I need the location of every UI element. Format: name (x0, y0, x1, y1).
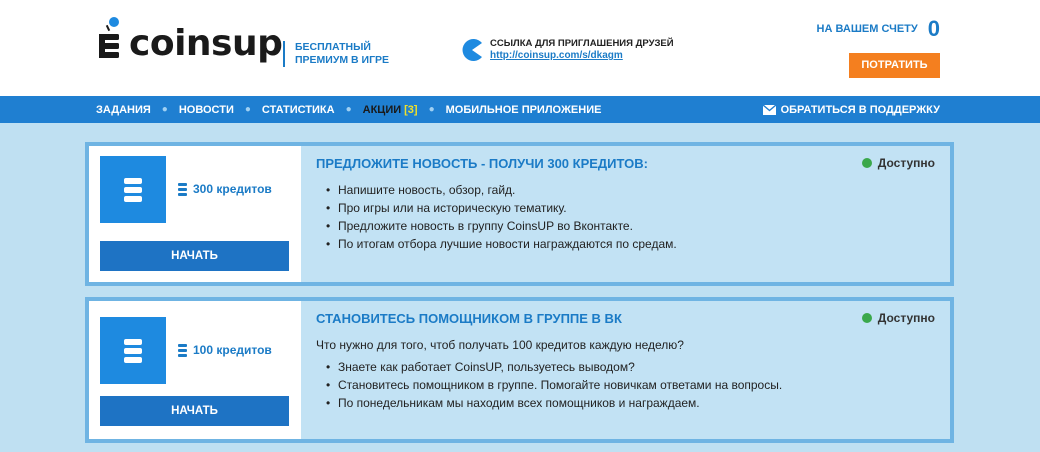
status-label: Доступно (877, 156, 935, 170)
spend-button[interactable]: ПОТРАТИТЬ (849, 53, 940, 78)
task-title: ПРЕДЛОЖИТЕ НОВОСТЬ - ПОЛУЧИ 300 КРЕДИТОВ: (316, 156, 648, 171)
promos-badge: [3] (404, 103, 418, 116)
coin-person-icon (93, 16, 127, 66)
coins-tile (100, 156, 166, 223)
start-button[interactable]: НАЧАТЬ (100, 241, 289, 271)
account-label: НА ВАШЕМ СЧЕТУ (816, 23, 918, 35)
support-link[interactable] (763, 96, 940, 123)
task-bullets (316, 181, 934, 253)
start-button[interactable]: НАЧАТЬ (100, 396, 289, 426)
nav-separator: ● (345, 104, 352, 115)
credits-label: 100 кредитов (193, 343, 272, 357)
task-intro: Что нужно для того, чтоб получать 100 кредитов каждую неделю? (316, 338, 684, 352)
list-item: • Предложите новость в группу CoinsUP во Вконтакте. (338, 217, 934, 235)
list-item: • Напишите новость, обзор, гайд. (338, 181, 934, 199)
coin-stack-icon (178, 183, 187, 196)
list-item: • По итогам отбора лучшие новости награждаются по средам. (338, 235, 934, 253)
account-value: 0 (927, 16, 940, 41)
list-item: • По понедельникам мы находим всех помощников и награждаем. (338, 394, 934, 412)
task-card-body (301, 301, 950, 439)
nav-separator: ● (428, 104, 435, 115)
credits-amount (178, 182, 272, 196)
credits-label: 300 кредитов (193, 182, 272, 196)
nav-item-mobile-app[interactable]: МОБИЛЬНОЕ ПРИЛОЖЕНИЕ (445, 103, 602, 116)
header (0, 0, 1040, 96)
task-title: СТАНОВИТЕСЬ ПОМОЩНИКОМ В ГРУППЕ В ВК (316, 311, 622, 326)
list-item: • Про игры или на историческую тематику. (338, 199, 934, 217)
invite-title: ССЫЛКА ДЛЯ ПРИГЛАШЕНИЯ ДРУЗЕЙ (490, 38, 674, 49)
coins-tile (100, 317, 166, 384)
task-card-reward (89, 301, 301, 439)
support-label: ОБРАТИТЬСЯ В ПОДДЕРЖКУ (780, 103, 940, 116)
pacman-icon (460, 38, 484, 62)
task-card-reward (89, 146, 301, 282)
envelope-icon (763, 105, 776, 115)
status-dot-icon (862, 158, 872, 168)
invite-block (460, 38, 674, 62)
nav-item-stats[interactable]: СТАТИСТИКА (261, 103, 335, 116)
list-item: • Знаете как работает CoinsUP, пользуетесь выводом? (338, 358, 934, 376)
nav-item-tasks[interactable]: ЗАДАНИЯ (96, 103, 151, 116)
task-card-body (301, 146, 950, 282)
nav-item-news[interactable]: НОВОСТИ (178, 103, 234, 116)
slogan-line-1: БЕСПЛАТНЫЙ (295, 41, 371, 53)
main-nav (96, 96, 601, 123)
task-bullets (316, 358, 934, 412)
nav-separator: ● (161, 104, 168, 115)
nav-item-promos[interactable] (363, 104, 418, 116)
logo[interactable] (93, 16, 282, 66)
account-balance (817, 16, 940, 42)
status-badge (862, 311, 935, 325)
logo-text: coinsup (129, 23, 283, 64)
coin-stack-icon (122, 338, 144, 364)
nav-separator: ● (244, 104, 251, 115)
coin-stack-icon (178, 344, 187, 357)
task-card (85, 297, 954, 443)
status-label: Доступно (877, 311, 935, 325)
nav-item-promos-label: АКЦИИ (362, 103, 402, 116)
credits-amount (178, 343, 272, 357)
status-dot-icon (862, 313, 872, 323)
invite-link[interactable]: http://coinsup.com/s/dkagm (490, 50, 623, 61)
status-badge (862, 156, 935, 170)
slogan-line-2: ПРЕМИУМ В ИГРЕ (295, 54, 390, 66)
task-card (85, 142, 954, 286)
list-item: • Становитесь помощником в группе. Помогайте новичкам ответами на вопросы. (338, 376, 934, 394)
navbar (0, 96, 1040, 123)
slogan (283, 41, 389, 67)
coin-stack-icon (122, 177, 144, 203)
